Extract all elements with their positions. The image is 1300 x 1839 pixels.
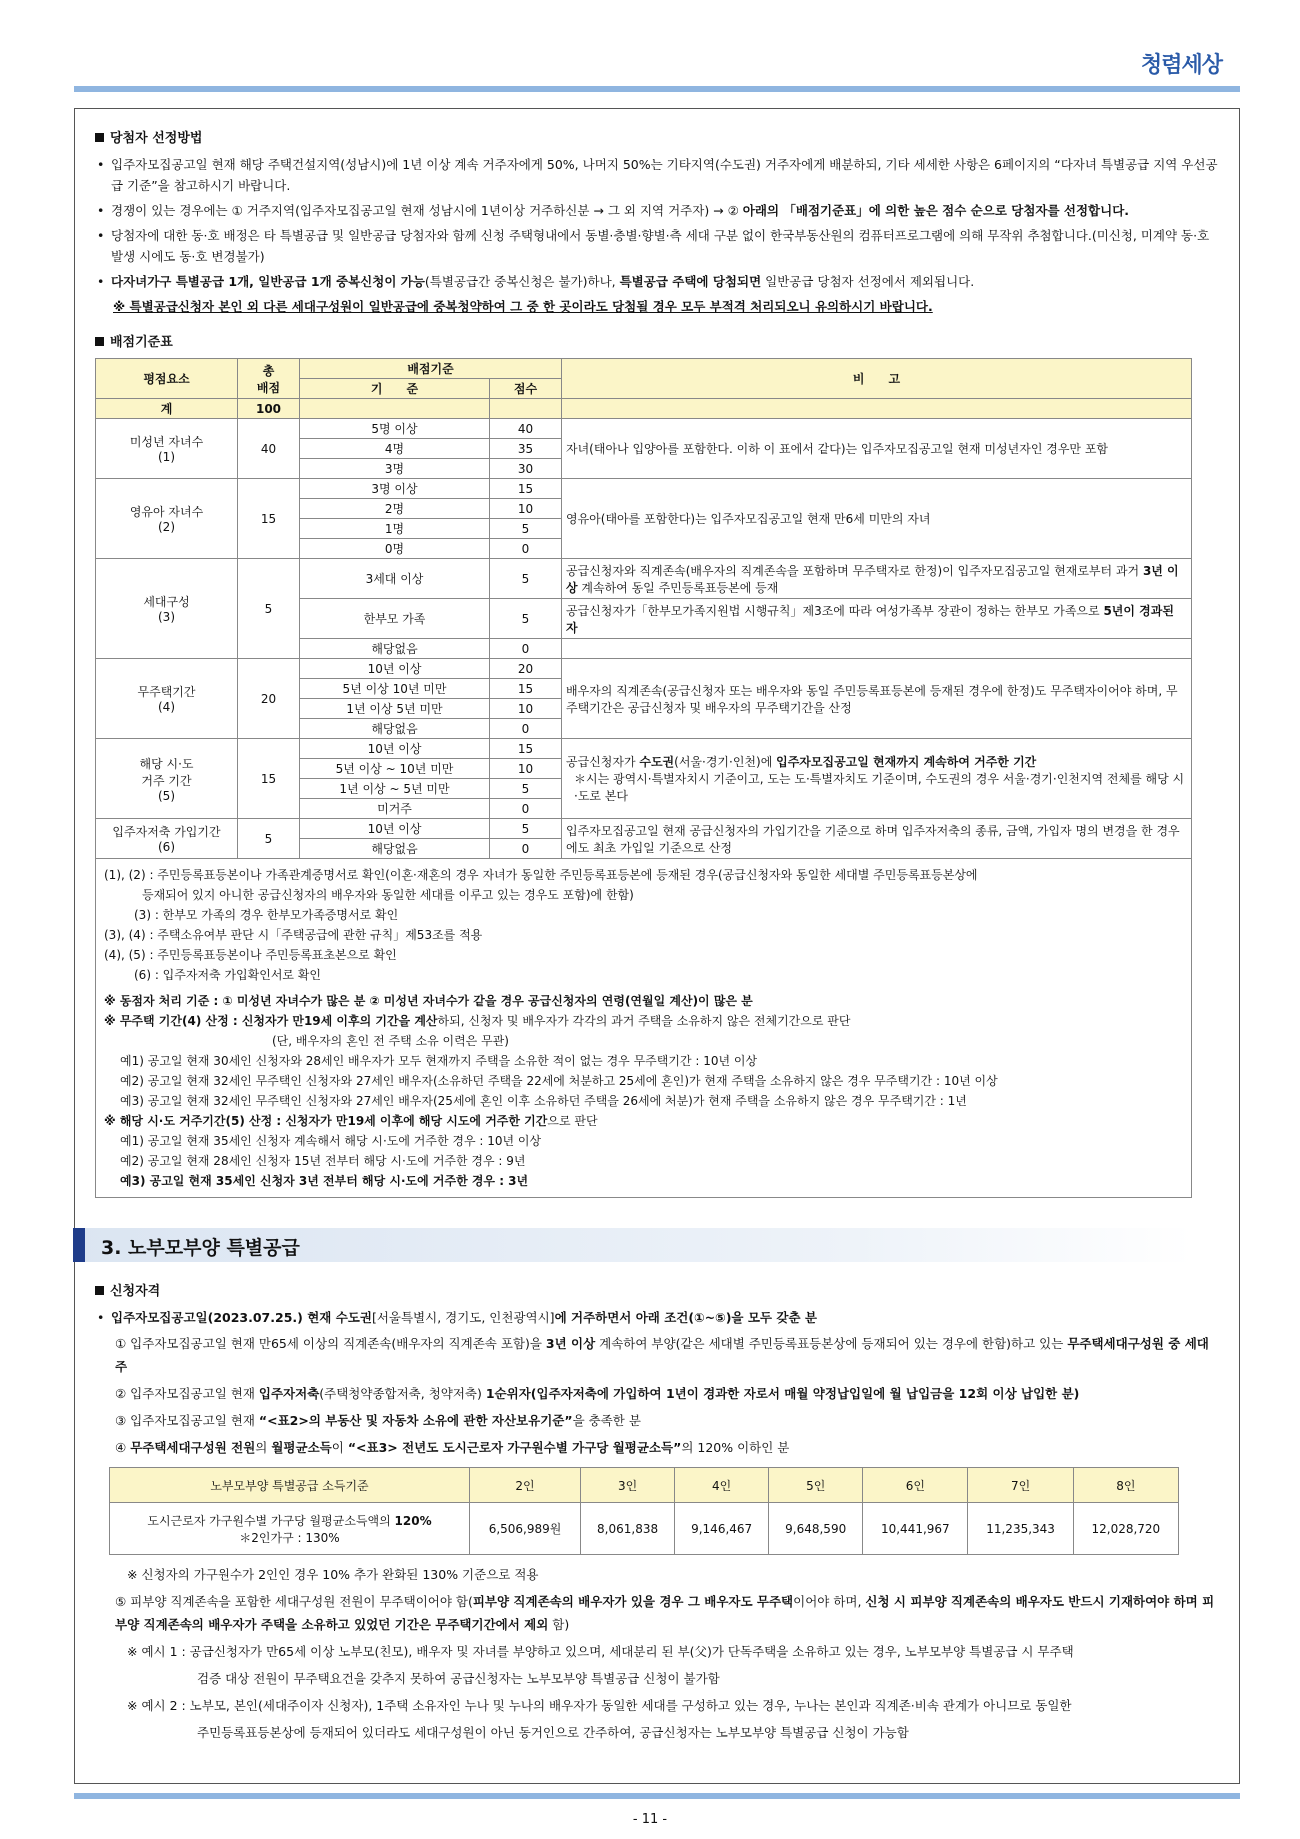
points-cell: 30 xyxy=(490,459,562,479)
points-cell: 5 xyxy=(490,559,562,599)
note-line: (3) : 한부모 가족의 경우 한부모가족증명서로 확인 xyxy=(134,908,399,922)
sum-label: 계 xyxy=(96,399,238,419)
example-line: 예2) 공고일 현재 32세인 무주택인 신청자와 27세인 배우자(소유하던 주택을 22세에 처분하고 25세에 혼인)가 현재 주택을 소유하지 않은 경우 무주택기간 : 10년 이상 xyxy=(120,1074,998,1088)
th-total: 총 배점 xyxy=(238,359,300,399)
points-cell: 20 xyxy=(490,659,562,679)
points-cell: 0 xyxy=(490,799,562,819)
item-total: 5 xyxy=(238,559,300,659)
criteria-cell: 3명 이상 xyxy=(300,479,490,499)
remark-cell: 영유아(태아를 포함한다)는 입주자모집공고일 현재 만6세 미만의 자녀 xyxy=(562,479,1192,559)
criteria-cell: 4명 xyxy=(300,439,490,459)
item-name: 입주자저축 가입기간 (6) xyxy=(96,819,238,859)
points-cell: 40 xyxy=(490,419,562,439)
winner-bullet-2: • 경쟁이 있는 경우에는 ① 거주지역(입주자모집공고일 현재 성남시에 1년이상 거주하신분 → 그 외 지역 거주자) → ② 아래의 「배점기준표」에 의한 높은 점수 순으로 당첨자를 선정합니다. xyxy=(95,200,1219,221)
item-name: 무주택기간 (4) xyxy=(96,659,238,739)
residence-rule: ※ 해당 시·도 거주기간(5) 산정 : 신청자가 만19세 이후에 해당 시도에 거주한 기간으로 판단 xyxy=(104,1114,598,1128)
points-cell: 10 xyxy=(490,499,562,519)
criteria-cell: 1년 이상 ~ 5년 미만 xyxy=(300,779,490,799)
note-line: (6) : 입주자저축 가입확인서로 확인 xyxy=(134,968,321,982)
section-title: 3. 노부모부양 특별공급 xyxy=(101,1237,300,1259)
note-line: (4), (5) : 주민등록표등본이나 주민등록표초본으로 확인 xyxy=(104,948,397,962)
score-table xyxy=(95,358,1192,859)
th-standard: 기 준 xyxy=(300,379,490,399)
criteria-cell: 해당없음 xyxy=(300,639,490,659)
header-logo: 청렴세상 xyxy=(1140,53,1222,78)
eligibility-heading: 신청자격 xyxy=(95,1280,1219,1299)
criteria-cell: 5명 이상 xyxy=(300,419,490,439)
example-1: ※ 예시 1 : 공급신청자가 만65세 이상 노부모(친모), 배우자 및 자녀를 부양하고 있으며, 세대분리 된 부(父)가 단독주택을 소유하고 있는 경우, 노부모부양 특별공급 시 무주택 xyxy=(127,1644,1074,1659)
eligibility-bullet: • 입주자모집공고일(2023.07.25.) 현재 수도권[서울특별시, 경기도, 인천광역시]에 거주하면서 아래 조건(①~⑤)을 모두 갖춘 분 xyxy=(95,1307,1219,1328)
th-points: 점수 xyxy=(490,379,562,399)
sum-total: 100 xyxy=(238,399,300,419)
income-note: ※ 신청자의 가구원수가 2인인 경우 10% 추가 완화된 130% 기준으로 적용 xyxy=(127,1567,539,1582)
remark-cell: 배우자의 직계존속(공급신청자 또는 배우자와 동일 주민등록표등본에 등재된 경우에 한정)도 무주택자이어야 하며, 무주택기간은 공급신청자 및 배우자의 무주택기간을 산정 xyxy=(562,659,1192,739)
income-header: 8인 xyxy=(1073,1468,1178,1503)
example-line: 예1) 공고일 현재 30세인 신청자와 28세인 배우자가 모두 현재까지 주택을 소유한 적이 없는 경우 무주택기간 : 10년 이상 xyxy=(120,1054,758,1068)
top-rule xyxy=(74,86,1240,92)
income-value: 12,028,720 xyxy=(1073,1503,1178,1555)
winner-bullet-4: • 다자녀가구 특별공급 1개, 일반공급 1개 중복신청이 가능(특별공급간 중복신청은 불가)하나, 특별공급 주택에 당첨되면 일반공급 당첨자 선정에서 제외됩니다. xyxy=(95,271,1219,292)
income-header: 4인 xyxy=(675,1468,769,1503)
item-total: 20 xyxy=(238,659,300,739)
income-value: 9,146,467 xyxy=(675,1503,769,1555)
criteria-cell: 2명 xyxy=(300,499,490,519)
criteria-cell: 10년 이상 xyxy=(300,659,490,679)
income-header: 6인 xyxy=(863,1468,968,1503)
square-bullet-icon xyxy=(95,1286,104,1295)
example-1-cont: 검증 대상 전원이 무주택요건을 갖추지 못하여 공급신청자는 노부모부양 특별공급 신청이 불가함 xyxy=(197,1671,720,1686)
points-cell: 0 xyxy=(490,719,562,739)
square-bullet-icon xyxy=(95,337,104,346)
criteria-cell: 10년 이상 xyxy=(300,819,490,839)
points-cell: 35 xyxy=(490,439,562,459)
income-value: 10,441,967 xyxy=(863,1503,968,1555)
score-notes xyxy=(95,859,1192,1198)
item-total: 15 xyxy=(238,739,300,819)
section-edge-marker xyxy=(73,1228,85,1262)
criteria-cell: 3명 xyxy=(300,459,490,479)
condition-5: ⑤ 피부양 직계존속을 포함한 세대구성원 전원이 무주택이어야 함(피부양 직계존속의 배우자가 있을 경우 그 배우자도 무주택이어야 하며, 신청 시 피부양 직계존속의 배우자도 반드시 기재하여야 하며 피부양 직계존속의 배우자가 주택을 소유하고 있었던 기간은 무주택기간에서 제외 함) xyxy=(115,1594,1215,1632)
criteria-cell: 3세대 이상 xyxy=(300,559,490,599)
remark-cell: 자녀(태아나 입양아를 포함한다. 이하 이 표에서 같다)는 입주자모집공고일 현재 미성년자인 경우만 포함 xyxy=(562,419,1192,479)
example-2: ※ 예시 2 : 노부모, 본인(세대주이자 신청자), 1주택 소유자인 누나 및 누나의 배우자가 동일한 세대를 구성하고 있는 경우, 누나는 본인과 직계존·비속 관계가 아니므로 동일한 xyxy=(127,1698,1072,1713)
th-criteria: 배점기준 xyxy=(300,359,562,379)
criteria-cell: 한부모 가족 xyxy=(300,599,490,639)
points-cell: 15 xyxy=(490,679,562,699)
income-header: 3인 xyxy=(581,1468,675,1503)
condition-3: ③ 입주자모집공고일 현재 “<표2>의 부동산 및 자동차 소유에 관한 자산보유기준”을 충족한 분 xyxy=(115,1413,641,1428)
income-header-label: 노부모부양 특별공급 소득기준 xyxy=(110,1468,470,1503)
criteria-cell: 해당없음 xyxy=(300,719,490,739)
criteria-cell: 5년 이상 10년 미만 xyxy=(300,679,490,699)
winner-heading: 당첨자 선정방법 xyxy=(95,127,1219,146)
points-cell: 5 xyxy=(490,519,562,539)
income-value: 9,648,590 xyxy=(769,1503,863,1555)
example-line: 예2) 공고일 현재 28세인 신청자 15년 전부터 해당 시·도에 거주한 경우 : 9년 xyxy=(120,1154,526,1168)
example-2-cont: 주민등록표등본상에 등재되어 있더라도 세대구성원이 아닌 동거인으로 간주하여, 공급신청자는 노부모부양 특별공급 신청이 가능함 xyxy=(197,1725,909,1740)
criteria-cell: 10년 이상 xyxy=(300,739,490,759)
criteria-cell: 1년 이상 5년 미만 xyxy=(300,699,490,719)
page-number: - 11 - xyxy=(632,1812,668,1827)
criteria-cell: 해당없음 xyxy=(300,839,490,859)
th-remark: 비 고 xyxy=(562,359,1192,399)
remark-cell: 공급신청자와 직계존속(배우자의 직계존속을 포함하며 무주택자로 한정)이 입주자모집공고일 현재로부터 과거 3년 이상 계속하여 동일 주민등록표등본에 등재 xyxy=(562,559,1192,599)
points-cell: 0 xyxy=(490,639,562,659)
note-line: (3), (4) : 주택소유여부 판단 시「주택공급에 관한 규칙」제53조를 적용 xyxy=(104,928,483,942)
points-cell: 15 xyxy=(490,479,562,499)
tie-rule: ※ 동점자 처리 기준 : ① 미성년 자녀수가 많은 분 ② 미성년 자녀수가 같을 경우 공급신청자의 연령(연월일 계산)이 많은 분 xyxy=(104,994,753,1008)
remark-cell: 입주자모집공고일 현재 공급신청자의 가입기간을 기준으로 하며 입주자저축의 종류, 금액, 가입자 명의 변경을 한 경우에도 최초 가입일 기준으로 산정 xyxy=(562,819,1192,859)
points-cell: 10 xyxy=(490,759,562,779)
item-name: 세대구성 (3) xyxy=(96,559,238,659)
income-header: 2인 xyxy=(470,1468,581,1503)
points-cell: 5 xyxy=(490,779,562,799)
criteria-cell: 5년 이상 ~ 10년 미만 xyxy=(300,759,490,779)
income-header: 7인 xyxy=(968,1468,1073,1503)
condition-4: ④ 무주택세대구성원 전원의 월평균소득이 “<표3> 전년도 도시근로자 가구원수별 가구당 월평균소득”의 120% 이하인 분 xyxy=(115,1440,790,1455)
item-name: 미성년 자녀수 (1) xyxy=(96,419,238,479)
income-value: 8,061,838 xyxy=(581,1503,675,1555)
bottom-rule xyxy=(74,1793,1240,1799)
income-header: 5인 xyxy=(769,1468,863,1503)
income-value: 11,235,343 xyxy=(968,1503,1073,1555)
points-cell: 15 xyxy=(490,739,562,759)
winner-bullet-1: • 입주자모집공고일 현재 해당 주택건설지역(성남시)에 1년 이상 계속 거주자에게 50%, 나머지 50%는 기타지역(수도권) 거주자에게 배분하되, 기타 세세한 사항은 6페이지의 “다자녀 특별공급 지역 우선공급 기준”을 참고하시기 바랍니다. xyxy=(95,154,1219,196)
example-line: 예1) 공고일 현재 35세인 신청자 계속해서 해당 시·도에 거주한 경우 : 10년 이상 xyxy=(120,1134,542,1148)
item-name: 해당 시·도 거주 기간 (5) xyxy=(96,739,238,819)
section-title-bar xyxy=(73,1228,1193,1262)
income-row-label: 도시근로자 가구원수별 가구당 월평균소득액의 120% ＊2인가구 : 130% xyxy=(110,1503,470,1555)
example-line: 예3) 공고일 현재 35세인 신청자 3년 전부터 해당 시·도에 거주한 경우 : 3년 xyxy=(120,1174,529,1188)
remark-cell: 공급신청자가 수도권(서울·경기·인천)에 입주자모집공고일 현재까지 계속하여 거주한 기간 ＊시는 광역시·특별자치시 기준이고, 도는 도·특별자치도 기준이며, 수도권의 경우 서울·경기·인천지역 전체를 해당 시·도로 본다 xyxy=(562,739,1192,819)
content-frame xyxy=(74,108,1240,1784)
item-name: 영유아 자녀수 (2) xyxy=(96,479,238,559)
note-line: (단, 배우자의 혼인 전 주택 소유 이력은 무관) xyxy=(272,1034,509,1048)
example-line: 예3) 공고일 현재 32세인 무주택인 신청자와 27세인 배우자(25세에 혼인 이후 소유하던 주택을 26세에 처분)가 현재 주택을 소유하지 않은 경우 무주택기간 : 1년 xyxy=(120,1094,967,1108)
remark-cell: 공급신청자가「한부모가족지원법 시행규칙」제3조에 따라 여성가족부 장관이 정하는 한부모 가족으로 5년이 경과된 자 xyxy=(562,599,1192,639)
no-house-rule: ※ 무주택 기간(4) 산정 : 신청자가 만19세 이후의 기간을 계산하되, 신청자 및 배우자가 각각의 과거 주택을 소유하지 않은 전체기간으로 판단 xyxy=(104,1014,851,1028)
points-cell: 0 xyxy=(490,539,562,559)
points-cell: 5 xyxy=(490,819,562,839)
points-cell: 10 xyxy=(490,699,562,719)
score-heading: 배점기준표 xyxy=(95,331,1219,350)
condition-2: ② 입주자모집공고일 현재 입주자저축(주택청약종합저축, 청약저축) 1순위자(입주자저축에 가입하여 1년이 경과한 자로서 매월 약정납입일에 월 납입금을 12회 이상 납입한 분) xyxy=(115,1386,1080,1401)
square-bullet-icon xyxy=(95,133,104,142)
note-line: 등재되어 있지 아니한 공급신청자의 배우자와 동일한 세대를 이루고 있는 경우도 포함)에 한함) xyxy=(142,888,634,902)
condition-1: ① 입주자모집공고일 현재 만65세 이상의 직계존속(배우자의 직계존속 포함)을 3년 이상 계속하여 부양(같은 세대별 주민등록표등본상에 등재되어 있는 경우에 한함)하고 있는 무주택세대구성원 중 세대주 xyxy=(115,1336,1209,1374)
criteria-cell: 미거주 xyxy=(300,799,490,819)
winner-warning: ※ 특별공급신청자 본인 외 다른 세대구성원이 일반공급에 중복청약하여 그 중 한 곳이라도 당첨될 경우 모두 부적격 처리되오니 유의하시기 바랍니다. xyxy=(113,299,933,314)
income-table xyxy=(109,1467,1179,1555)
note-line: (1), (2) : 주민등록표등본이나 가족관계증명서로 확인(이혼·재혼의 경우 자녀가 동일한 주민등록표등본에 등재된 경우(공급신청자와 동일한 세대별 주민등록표등본상에 xyxy=(104,868,978,882)
item-total: 15 xyxy=(238,479,300,559)
item-total: 5 xyxy=(238,819,300,859)
item-total: 40 xyxy=(238,419,300,479)
winner-bullet-3: • 당첨자에 대한 동·호 배정은 타 특별공급 및 일반공급 당첨자와 함께 신청 주택형내에서 동별·층별·향별·측 세대 구분 없이 한국부동산원의 컴퓨터프로그램에 의해 무작위 추첨합니다.(미신청, 미계약 동·호 발생 시에도 동·호 변경불가) xyxy=(95,225,1219,267)
points-cell: 5 xyxy=(490,599,562,639)
income-value: 6,506,989원 xyxy=(470,1503,581,1555)
criteria-cell: 0명 xyxy=(300,539,490,559)
th-item: 평점요소 xyxy=(96,359,238,399)
points-cell: 0 xyxy=(490,839,562,859)
criteria-cell: 1명 xyxy=(300,519,490,539)
